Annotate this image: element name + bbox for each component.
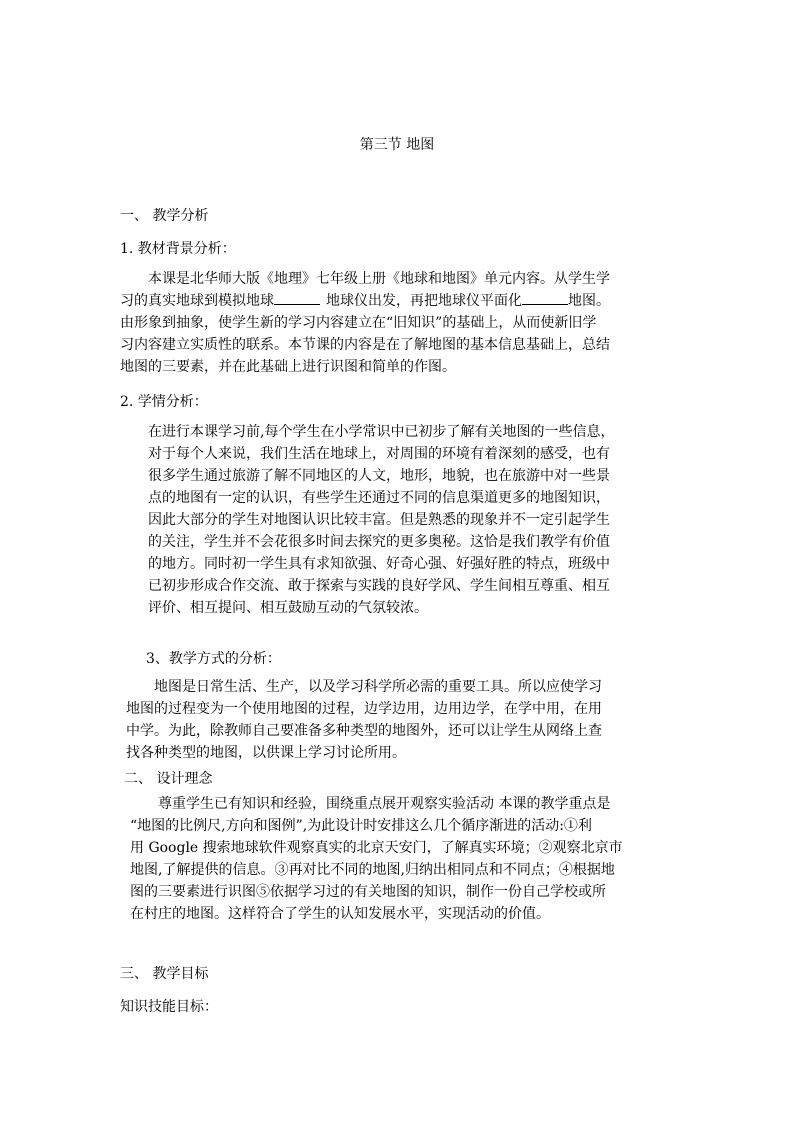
text-line: 找各种类型的地图，以供课上学习讨论所用。 <box>126 745 406 761</box>
text-line <box>120 290 680 312</box>
subheading-knowledge-skills-goals: 知识技能目标： <box>120 999 218 1015</box>
text-line: 尊重学生已有知识和经验，围绕重点展开观察实验活动 本课的教学重点是 <box>158 796 611 812</box>
text-line: 中学。为此，除教师自己要准备多种类型的地图外，还可以让学生从网络上查 <box>126 723 602 739</box>
paragraph-design-concept <box>130 793 690 925</box>
paragraph-textbook-background <box>120 268 680 378</box>
section-heading-design-concept: 二、 设计理念 <box>124 771 213 787</box>
section-heading-teaching-goals: 三、 教学目标 <box>120 966 209 982</box>
text-line: “地图的比例尺,方向和图例”,为此设计时安排这么几个循序渐进的活动:①利 <box>130 818 592 834</box>
subheading-student-analysis: 2. 学情分析： <box>120 394 208 410</box>
paragraph-teaching-method <box>126 676 686 764</box>
text-fragment: 地球仪出发，再把地球仪平面化 <box>326 293 522 309</box>
section-heading-teaching-analysis: 一、 教学分析 <box>120 208 209 224</box>
text-line: 由形象到抽象，使学生新的学习内容建立在“旧知识”的基础上，从而使新旧学 <box>120 315 597 331</box>
text-line: 在进行本课学习前,每个学生在小学常识中已初步了解有关地图的一些信息， <box>148 424 615 440</box>
text-line: 的关注，学生并不会花很多时间去探究的更多奥秘。这恰是我们教学有价值 <box>148 534 610 550</box>
subheading-textbook-background: 1. 教材背景分析： <box>120 241 236 257</box>
text-line: 很多学生通过旅游了解不同地区的人文，地形，地貌，也在旅游中对一些景 <box>148 468 610 484</box>
text-line: 点的地图有一定的认识，有些学生还通过不同的信息渠道更多的地图知识， <box>148 490 610 506</box>
paragraph-student-analysis <box>148 421 688 619</box>
text-line: 本课是北华师大版《地理》七年级上册《地球和地图》单元内容。从学生学 <box>148 271 610 287</box>
text-line: 评价、相互提问、相互鼓励互动的气氛较浓。 <box>148 600 428 616</box>
subheading-teaching-method: 3、教学方式的分析： <box>146 651 281 667</box>
text-line: 对于每个人来说，我们生活在地球上，对周围的环境有着深刻的感受，也有 <box>148 446 610 462</box>
text-fragment: 习的真实地球到模拟地球 <box>120 293 274 309</box>
text-line: 地图是日常生活、生产，以及学习科学所必需的重要工具。所以应使学习 <box>154 679 602 695</box>
text-line: 地图,了解提供的信息。③再对比不同的地图,归纳出相同点和不同点；④根据地 <box>130 862 615 878</box>
fill-blank <box>522 290 568 305</box>
text-line: 图的三要素进行识图⑤依据学习过的有关地图的知识，制作一份自己学校或所 <box>130 884 606 900</box>
text-fragment: 地图。 <box>568 293 610 309</box>
page-title: 第三节 地图 <box>359 137 435 153</box>
text-line: 地图的三要素，并在此基础上进行识图和简单的作图。 <box>120 359 456 375</box>
text-line: 在村庄的地图。这样符合了学生的认知发展水平，实现活动的价值。 <box>130 906 550 922</box>
text-line: 的地方。同时初一学生具有求知欲强、好奇心强、好强好胜的特点，班级中 <box>148 556 610 572</box>
text-line: 已初步形成合作交流、敢于探索与实践的良好学风、学生间相互尊重、相互 <box>148 578 610 594</box>
fill-blank <box>274 290 320 305</box>
text-line: 习内容建立实质性的联系。本节课的内容是在了解地图的基本信息基础上，总结 <box>120 337 610 353</box>
text-line: 地图的过程变为一个使用地图的过程，边学边用，边用边学，在学中用，在用 <box>126 701 602 717</box>
text-line: 因此大部分的学生对地图认识比较丰富。但是熟悉的现象并不一定引起学生 <box>148 512 610 528</box>
text-line: 用 Google 搜索地球软件观察真实的北京天安门，了解真实环境；②观察北京市 <box>130 840 623 856</box>
